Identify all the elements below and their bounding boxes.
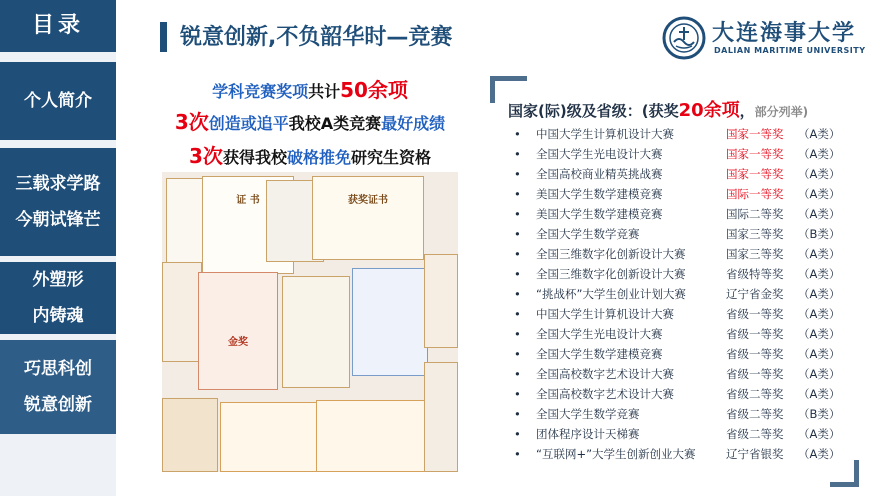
bullet-icon: • [514,287,521,301]
list-item [508,304,848,324]
certificate-image [424,254,458,348]
bullet-icon: • [514,347,521,361]
award-level: 省级一等奖 [726,367,784,381]
award-category: （A类） [798,427,841,441]
bullet-icon: • [514,167,521,181]
bullet-icon: • [514,307,521,321]
award-name: 中国大学生计算机设计大赛 [536,127,674,141]
highlight-line-1 [150,74,470,103]
award-category: （A类） [798,207,841,221]
bullet-icon: • [514,187,521,201]
sidebar-item-label: 三载求学路 [15,174,101,194]
award-name: 全国大学生光电设计大赛 [536,147,663,161]
highlight-text: 破格推免 [286,148,351,167]
highlight-text: 研究生资格 [350,148,431,167]
award-level: 国家一等奖 [726,127,784,141]
award-level: 省级特等奖 [726,267,784,281]
bullet-icon: • [514,427,521,441]
list-item [508,204,848,224]
bullet-icon: • [514,327,521,341]
award-category: （A类） [798,327,841,341]
award-level: 辽宁省银奖 [726,447,784,461]
award-category: （A类） [798,387,841,401]
award-level: 省级一等奖 [726,307,784,321]
highlight-text: 学科竞赛奖项 [212,82,309,101]
award-category: （A类） [798,127,841,141]
sidebar-item-label: 个人简介 [24,91,92,111]
list-item [508,344,848,364]
award-level: 省级二等奖 [726,407,784,421]
bullet-icon: • [514,367,521,381]
highlight-line-2 [150,106,470,135]
list-item [508,424,848,444]
award-level: 国家一等奖 [726,167,784,181]
award-category: （A类） [798,367,841,381]
certificate-image [424,362,458,472]
bullet-icon: • [514,207,521,221]
award-name: “互联网+”大学生创新创业大赛 [536,447,696,461]
award-category: （A类） [798,307,841,321]
award-category: （A类） [798,267,841,281]
awards-heading-note: 部分列举) [754,105,809,119]
list-item [508,144,848,164]
sidebar-item-label: 内铸魂 [32,306,84,326]
award-category: （A类） [798,287,841,301]
highlight-text: 我校A类竞赛 [288,114,382,133]
award-level: 国际二等奖 [726,207,784,221]
list-item [508,164,848,184]
page-title: 锐意创新,不负韶华时—竞赛 [180,25,453,50]
awards-heading [508,96,808,122]
certificate-title: 证 书 [236,195,260,206]
award-name: 全国三维数字化创新设计大赛 [536,267,686,281]
certificate-image [162,398,218,472]
award-category: （A类） [798,187,841,201]
sidebar-item-label: 今朝试锋芒 [15,210,101,230]
list-item [508,284,848,304]
highlight-text: 获得我校 [222,148,287,167]
panel-corner-decoration [830,460,859,487]
bullet-icon: • [514,247,521,261]
award-category: （A类） [798,167,841,181]
certificate-image [220,402,326,472]
university-emblem-icon [662,16,706,60]
award-level: 国家一等奖 [726,147,784,161]
bullet-icon: • [514,127,521,141]
highlight-number: 3次 [189,144,223,168]
award-level: 国家三等奖 [726,227,784,241]
list-item [508,324,848,344]
sidebar-item-label: 外塑形 [32,270,84,290]
award-category: （B类） [798,407,841,421]
award-level: 省级二等奖 [726,387,784,401]
award-level: 省级二等奖 [726,427,784,441]
list-item [508,124,848,144]
certificate-image [352,268,428,376]
list-item [508,364,848,384]
certificate-image [316,400,426,472]
sidebar [0,0,116,496]
highlight-text: 创造或追平 [208,114,289,133]
sidebar-item-label: 锐意创新 [24,395,92,415]
certificate-title: 获奖证书 [348,195,388,206]
award-category: （A类） [798,247,841,261]
bullet-icon: • [514,227,521,241]
award-name: 全国大学生数学建模竞赛 [536,347,663,361]
award-name: 全国高校商业精英挑战赛 [536,167,663,181]
highlight-line-3 [150,140,470,169]
bullet-icon: • [514,267,521,281]
list-item [508,444,848,464]
award-level: 辽宁省金奖 [726,287,784,301]
title-accent-bar [160,22,167,52]
bullet-icon: • [514,387,521,401]
award-name: 美国大学生数学建模竞赛 [536,187,663,201]
award-name: 团体程序设计天梯赛 [536,427,640,441]
sidebar-item-innovation[interactable] [0,340,116,434]
certificate-image [162,262,202,362]
bullet-icon: • [514,147,521,161]
award-category: （B类） [798,227,841,241]
award-category: （A类） [798,147,841,161]
award-category: （A类） [798,347,841,361]
award-category: （A类） [798,447,841,461]
award-level: 省级一等奖 [726,327,784,341]
award-level: 国家三等奖 [726,247,784,261]
list-item [508,384,848,404]
award-name: “挑战杯”大学生创业计划大赛 [536,287,686,301]
sidebar-title [0,0,116,52]
certificate-image [198,272,278,390]
bullet-icon: • [514,447,521,461]
awards-list [508,124,848,464]
highlight-number: 3次 [174,110,209,134]
highlight-number: 50余项 [340,78,408,102]
list-item [508,244,848,264]
list-item [508,224,848,244]
certificate-award: 金奖 [228,337,248,348]
award-name: 中国大学生计算机设计大赛 [536,307,674,321]
awards-heading-sep: ， [739,102,755,120]
award-level: 省级一等奖 [726,347,784,361]
award-name: 全国高校数字艺术设计大赛 [536,367,674,381]
sidebar-item-label: 巧思科创 [24,359,92,379]
university-logo-name: 大连海事大学 [712,20,857,46]
award-name: 全国三维数字化创新设计大赛 [536,247,686,261]
sidebar-item-profile[interactable] [0,62,116,140]
awards-heading-count: 20余项 [678,100,740,121]
bullet-icon: • [514,407,521,421]
list-item [508,264,848,284]
award-level: 国际一等奖 [726,187,784,201]
university-logo-en: DALIAN MARITIME UNIVERSITY [714,46,866,55]
award-name: 全国大学生数学竞赛 [536,227,640,241]
sidebar-item-character[interactable] [0,262,116,334]
sidebar-item-study[interactable] [0,148,116,256]
award-name: 美国大学生数学建模竞赛 [536,207,663,221]
list-item [508,404,848,424]
award-name: 全国高校数字艺术设计大赛 [536,387,674,401]
list-item [508,184,848,204]
certificates-collage [162,172,458,472]
highlight-text: 最好成绩 [381,114,446,133]
certificate-image [282,276,350,388]
highlight-text: 共计 [308,82,341,101]
award-name: 全国大学生数学竞赛 [536,407,640,421]
award-name: 全国大学生光电设计大赛 [536,327,663,341]
certificate-image [312,176,424,260]
sidebar-title-text: 目录 [31,13,84,38]
awards-heading-text: 国家(际)级及省级：(获奖 [508,102,679,120]
